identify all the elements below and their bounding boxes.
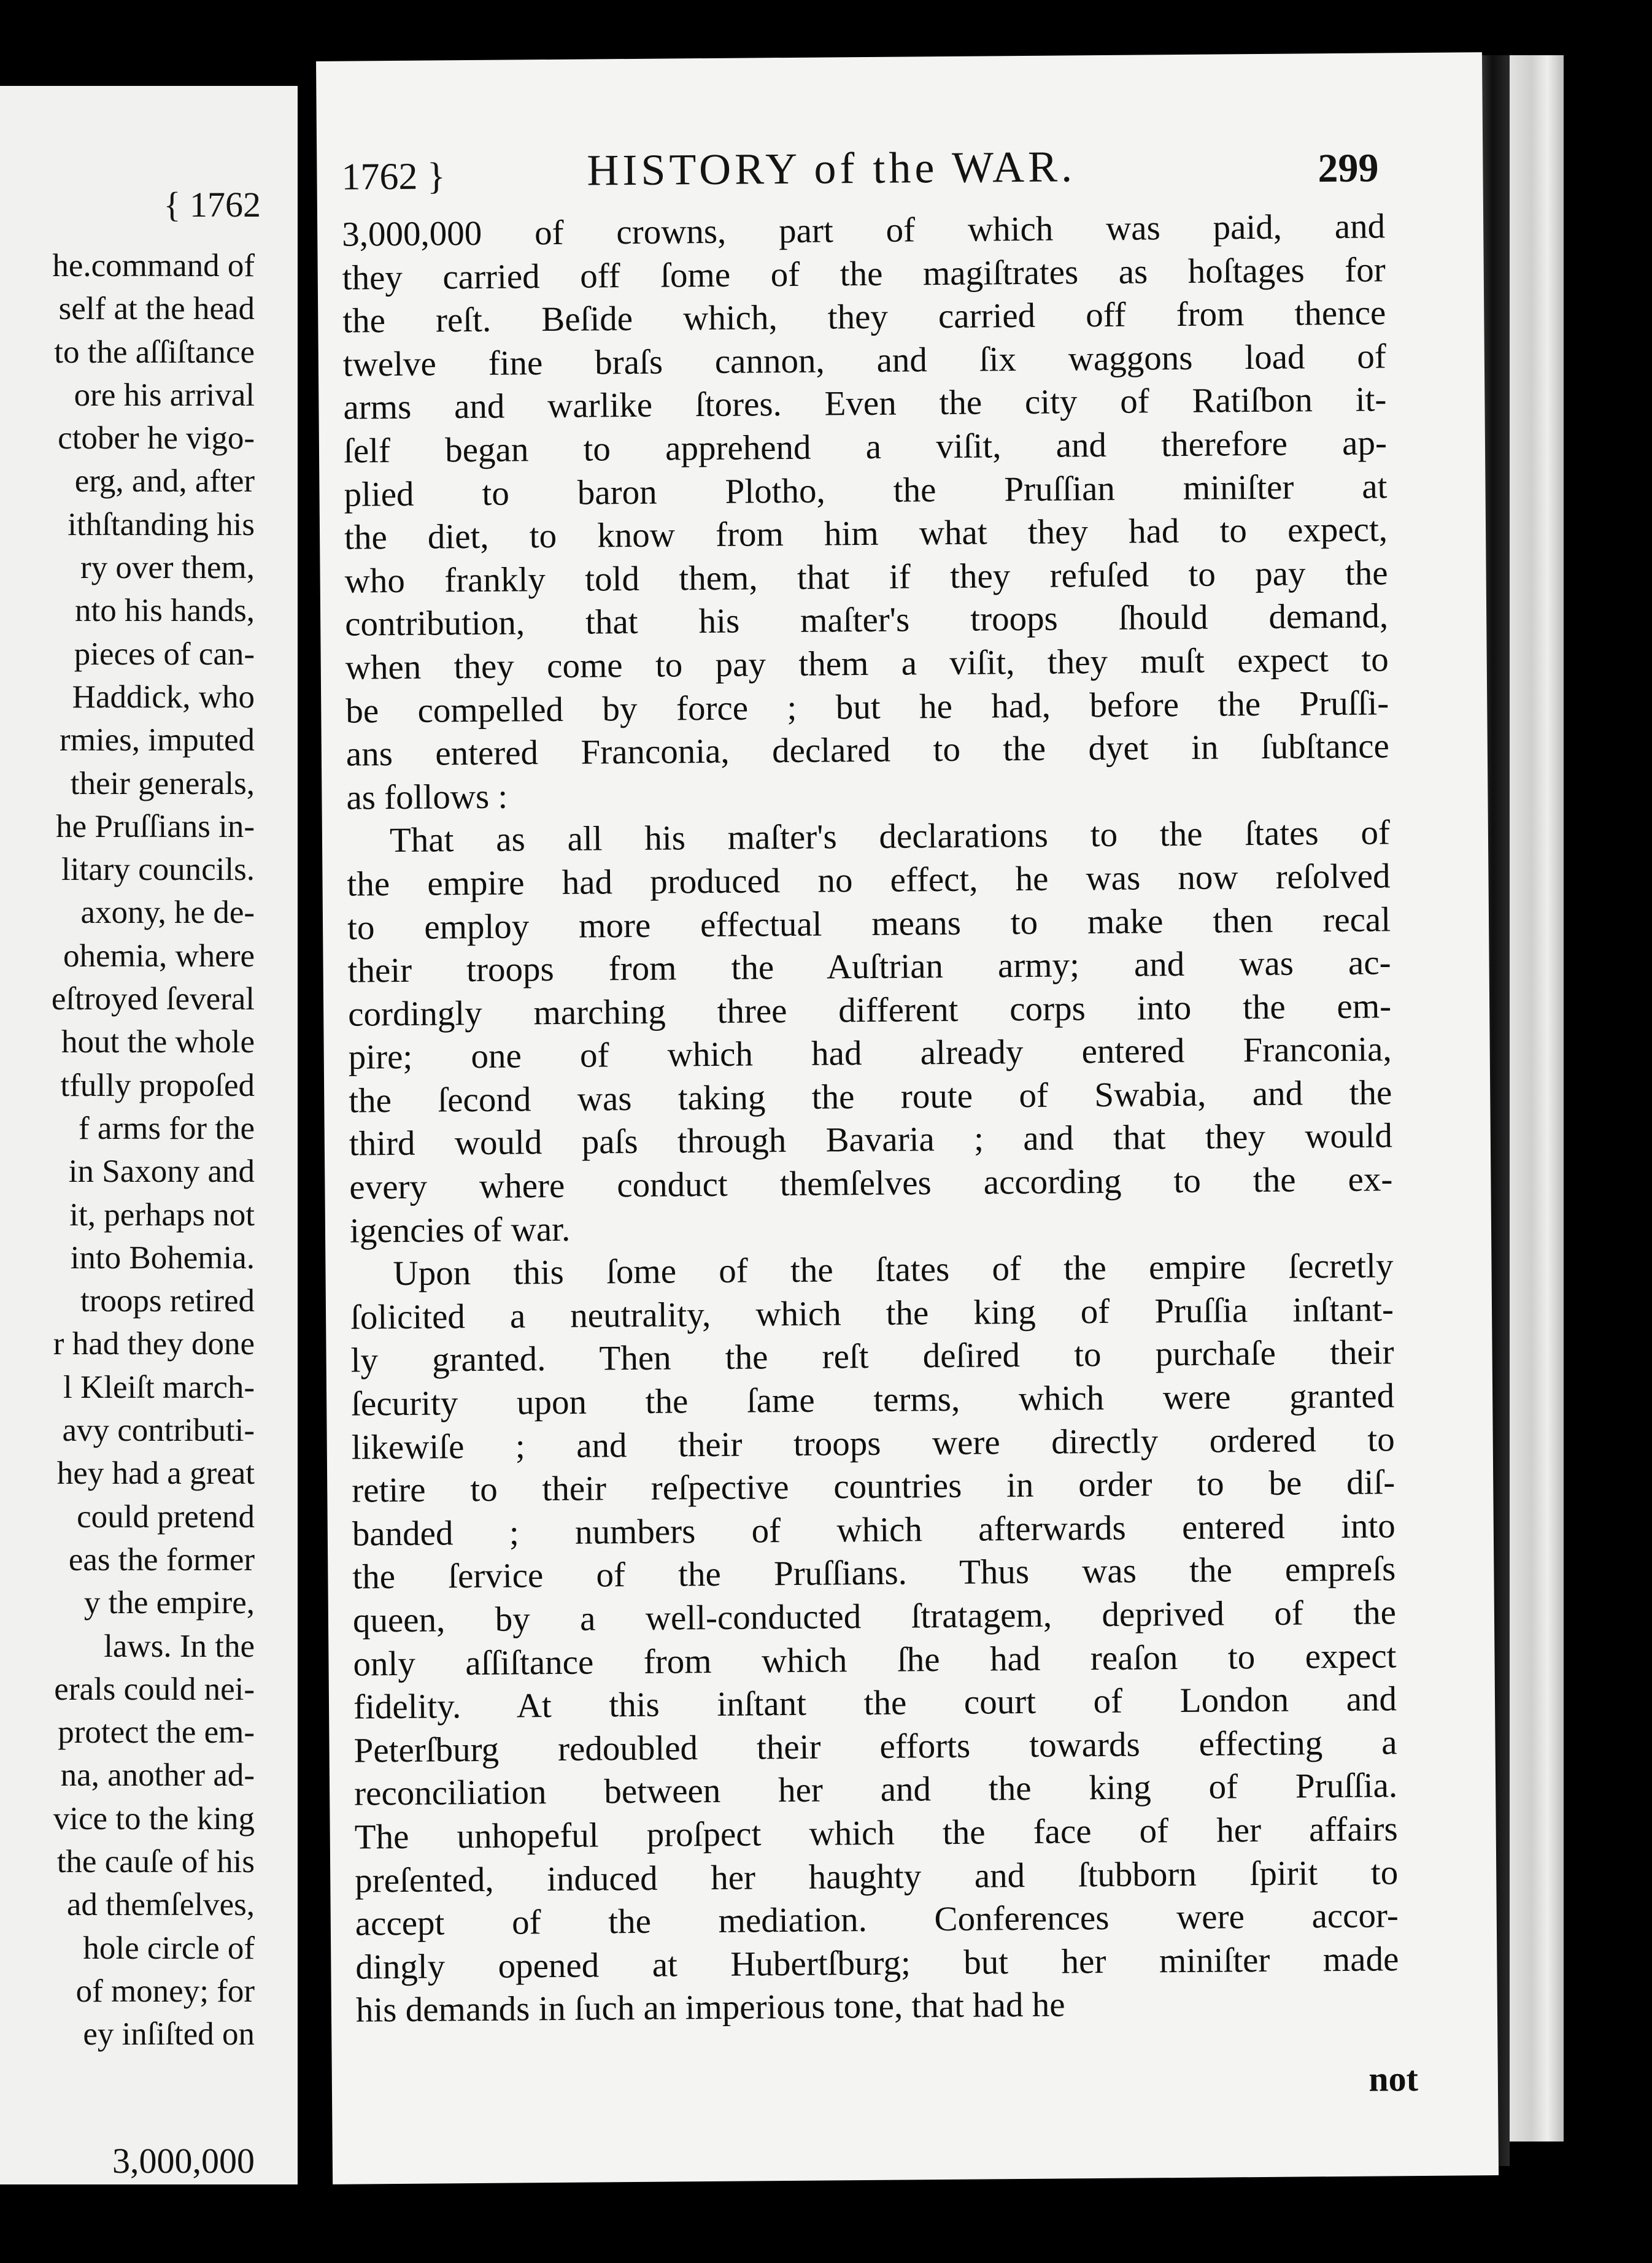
text-line: ſelf began to apprehend a viſit, and therefore ap- [343,423,1388,471]
left-text-line: self at the head [58,291,255,327]
text-line: their troops from the Auſtrian army; and was ac- [347,943,1391,990]
running-head-title: HISTORY of the WAR. [587,142,1076,195]
text-line: ly granted. Then the reſt deſired to purchaſe their [350,1333,1394,1381]
left-text-line: hole circle of [83,1930,255,1966]
left-facing-page [0,86,298,2184]
left-running-head: { 1762 [163,185,261,225]
text-line: they carried off ſome of the magiſtrates as hoſtages for [342,250,1386,298]
text-line: the ſecond was taking the route of Swabia, and the [349,1073,1392,1120]
left-text-line: y the empire, [83,1585,255,1621]
left-text-line: tfully propoſed [60,1067,255,1103]
text-line: retire to their reſpective countries in order to be diſ- [352,1463,1395,1510]
left-text-line: na, another ad- [60,1757,255,1794]
left-text-line: pieces of can- [74,636,255,672]
left-text-line: he Pruſſians in- [56,808,255,844]
left-text-line: the cauſe of his [56,1843,255,1879]
text-line: only aſſiſtance from which ſhe had reaſon to expect [353,1636,1397,1684]
left-text-line: protect the em- [58,1714,255,1751]
text-line: to employ more effectual means to make then recal [347,900,1391,947]
left-text-line: to the aſſiſtance [54,334,255,370]
text-line: the empire had produced no effect, he was now reſolved [347,857,1391,904]
running-head-year: 1762 } [341,155,446,198]
text-line: Peterſburg redoubled their efforts towards effecting a [353,1723,1397,1770]
left-text-line: rmies, imputed [60,722,255,758]
left-text-line: avy contributi- [62,1413,255,1449]
left-text-line: ithſtanding his [68,506,255,542]
text-line: the reſt. Beſide which, they carried off from thence [342,293,1386,341]
text-line: twelve fine braſs cannon, and ſix waggons load of [342,337,1387,384]
text-line: contribution, that his maſter's troops ſhould demand, [344,596,1389,644]
left-text-line: eas the former [68,1541,255,1578]
left-text-line: r had they done [53,1326,255,1362]
left-text-line: nto his hands, [75,593,255,629]
running-head [341,139,1379,202]
text-line: every where conduct themſelves according to the ex- [349,1160,1393,1207]
text-line: fidelity. At this inſtant the court of London and [353,1679,1397,1727]
left-text-line: axony, he de- [80,895,255,931]
right-page [316,52,1499,2184]
left-text-line: Haddick, who [72,679,255,715]
text-line: Upon this ſome of the ſtates of the empire ſecretly [393,1246,1394,1293]
text-line: dingly opened at Hubertſburg; but her miniſter made [355,1939,1399,1987]
text-line: arms and warlike ſtores. Even the city of Ratiſbon it- [343,380,1387,428]
left-text-line: it, perhaps not [69,1197,255,1233]
left-text-line: erg, and, after [74,463,255,499]
text-line: who frankly told them, that if they refuſed to pay the [344,553,1388,601]
left-catchword: 3,000,000 [112,2141,255,2181]
text-line: likewiſe ; and their troops were directly ordered to [351,1419,1395,1467]
left-text-line: of money; for [75,1973,255,2009]
left-text-line: hey had a great [56,1455,255,1492]
catchword: not [1368,2058,1419,2099]
text-line: banded ; numbers of which afterwards entered into [352,1506,1396,1554]
text-line: when they come to pay them a viſit, they muſt expect to [345,640,1389,687]
text-line: reconciliation between her and the king of Pruſſia. [353,1766,1398,1813]
text-line: as follows : [346,777,508,817]
left-text-line: laws. In the [104,1628,255,1664]
left-text-line: ad themſelves, [66,1887,255,1923]
text-line: ſolicited a neutrality, which the king of Pruſſia inſtant- [350,1290,1394,1337]
left-text-line: ohemia, where [63,938,255,974]
left-text-line: could pretend [77,1498,255,1535]
text-line: pire; one of which had already entered Franconia, [348,1030,1392,1077]
text-line: preſented, induced her haughty and ſtubborn ſpirit to [355,1852,1399,1900]
body-text [342,205,1399,2032]
text-line: accept of the mediation. Conferences were accor- [355,1896,1399,1943]
text-line: 3,000,000 of crowns, part of which was paid, and [341,207,1386,254]
left-text-line: in Saxony and [68,1154,255,1190]
left-text-line: litary councils. [61,852,255,888]
text-line: igencies of war. [349,1209,571,1251]
left-page-text [0,244,255,2056]
text-line: plied to baron Plotho, the Pruſſian miniſter at [344,466,1388,514]
left-text-line: their generals, [70,765,255,801]
page-number: 299 [1318,145,1379,191]
left-text-line: ey inſiſted on [83,2016,255,2053]
text-line: That as all his maſter's declarations to the ſtates of [389,813,1391,860]
text-line: queen, by a well-conducted ſtratagem, deprived of the [352,1593,1397,1640]
text-line: be compelled by force ; but he had, before the Pruſſi- [345,683,1389,731]
text-line: the ſervice of the Pruſſians. Thus was the empreſs [352,1549,1396,1597]
left-text-line: troops retired [80,1283,255,1319]
left-text-line: erals could nei- [54,1671,255,1707]
text-line: third would paſs through Bavaria ; and that they would [349,1116,1393,1164]
text-line: his demands in ſuch an imperious tone, that had he [355,1985,1065,2030]
text-line: the diet, to know from him what they had to expect, [344,510,1388,557]
left-text-line: f arms for the [79,1110,255,1146]
text-line: ſecurity upon the ſame terms, which were granted [350,1376,1395,1424]
left-text-line: into Bohemia. [70,1239,255,1276]
left-text-line: l Kleiſt march- [63,1369,255,1405]
left-text-line: ctober he vigo- [58,420,255,457]
left-text-line: he.command of [52,248,255,283]
page-edge-leaves [1510,55,1564,2142]
left-text-line: vice to the king [53,1800,255,1837]
text-line: The unhopeful proſpect which the face of her affairs [354,1810,1398,1857]
left-text-line: ry over them, [80,550,255,586]
left-text-line: ore his arrival [74,377,255,413]
left-text-line: eſtroyed ſeveral [51,981,255,1017]
left-text-line: hout the whole [61,1024,255,1060]
text-line: cordingly marching three different corps into the em- [347,986,1392,1034]
text-line: ans entered Franconia, declared to the dyet in ſubſtance [345,727,1390,774]
